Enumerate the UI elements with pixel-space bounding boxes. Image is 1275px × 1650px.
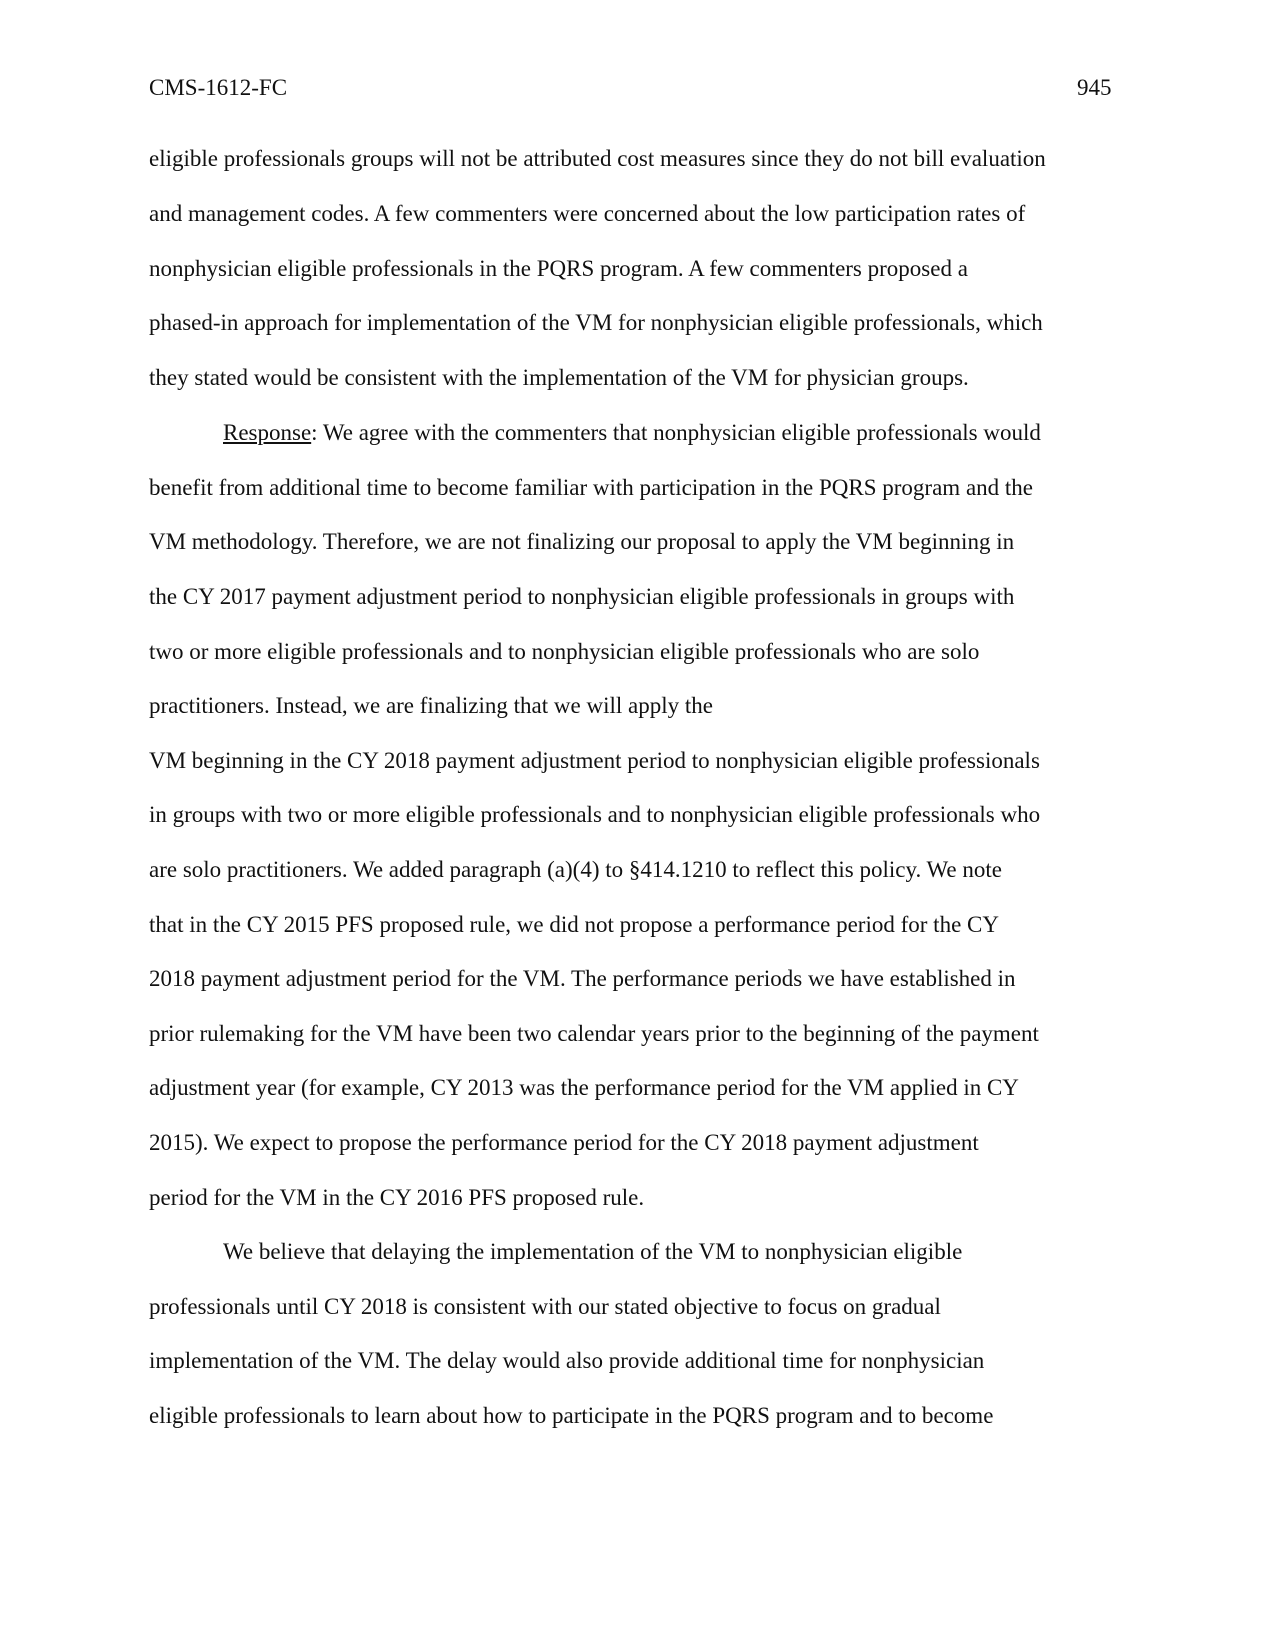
body-line: eligible professionals groups will not be attributed cost measures since they do not bill evaluation xyxy=(149,146,1046,171)
body-line: prior rulemaking for the VM have been two calendar years prior to the beginning of the payment xyxy=(149,1021,1039,1046)
body-line: : We agree with the commenters that nonphysician eligible professionals would xyxy=(311,420,1041,445)
body-line: professionals until CY 2018 is consistent with our stated objective to focus on gradual xyxy=(149,1294,941,1319)
body-line: and management codes. A few commenters were concerned about the low participation rates of xyxy=(149,201,1026,226)
body-line: adjustment year (for example, CY 2013 was the performance period for the VM applied in CY xyxy=(149,1075,1019,1100)
body-line: phased-in approach for implementation of the VM for nonphysician eligible professionals, which xyxy=(149,310,1043,335)
body-line: implementation of the VM. The delay would also provide additional time for nonphysician xyxy=(149,1348,985,1373)
body-line: 2015). We expect to propose the performance period for the CY 2018 payment adjustment xyxy=(149,1130,979,1155)
body-line: that in the CY 2015 PFS proposed rule, we did not propose a performance period for the CY xyxy=(149,912,999,937)
body-line: We believe that delaying the implementation of the VM to nonphysician eligible xyxy=(223,1239,963,1264)
body-line: VM methodology. Therefore, we are not finalizing our proposal to apply the VM beginning in xyxy=(149,529,1015,554)
body-line: eligible professionals to learn about how to participate in the PQRS program and to become xyxy=(149,1403,994,1428)
response-paragraph-start xyxy=(223,419,1041,447)
body-line: 2018 payment adjustment period for the VM. The performance periods we have established in xyxy=(149,966,1016,991)
body-line: two or more eligible professionals and to nonphysician eligible professionals who are solo xyxy=(149,639,980,664)
body-line: benefit from additional time to become familiar with participation in the PQRS program and the xyxy=(149,475,1033,500)
document-id: CMS-1612-FC xyxy=(149,75,288,100)
body-line: VM beginning in the CY 2018 payment adjustment period to nonphysician eligible professionals xyxy=(149,748,1040,773)
body-line: are solo practitioners. We added paragraph (a)(4) to §414.1210 to reflect this policy. We note xyxy=(149,857,1002,882)
body-line: in groups with two or more eligible professionals and to nonphysician eligible professionals who xyxy=(149,802,1041,827)
response-label: Response xyxy=(223,420,312,445)
body-line: period for the VM in the CY 2016 PFS proposed rule. xyxy=(149,1185,645,1210)
page-number: 945 xyxy=(1077,75,1112,100)
body-line: the CY 2017 payment adjustment period to nonphysician eligible professionals in groups with xyxy=(149,584,1015,609)
body-line: nonphysician eligible professionals in the PQRS program. A few commenters proposed a xyxy=(149,256,968,281)
body-line: they stated would be consistent with the implementation of the VM for physician groups. xyxy=(149,365,969,390)
body-line: practitioners. Instead, we are finalizing that we will apply the xyxy=(149,693,713,718)
